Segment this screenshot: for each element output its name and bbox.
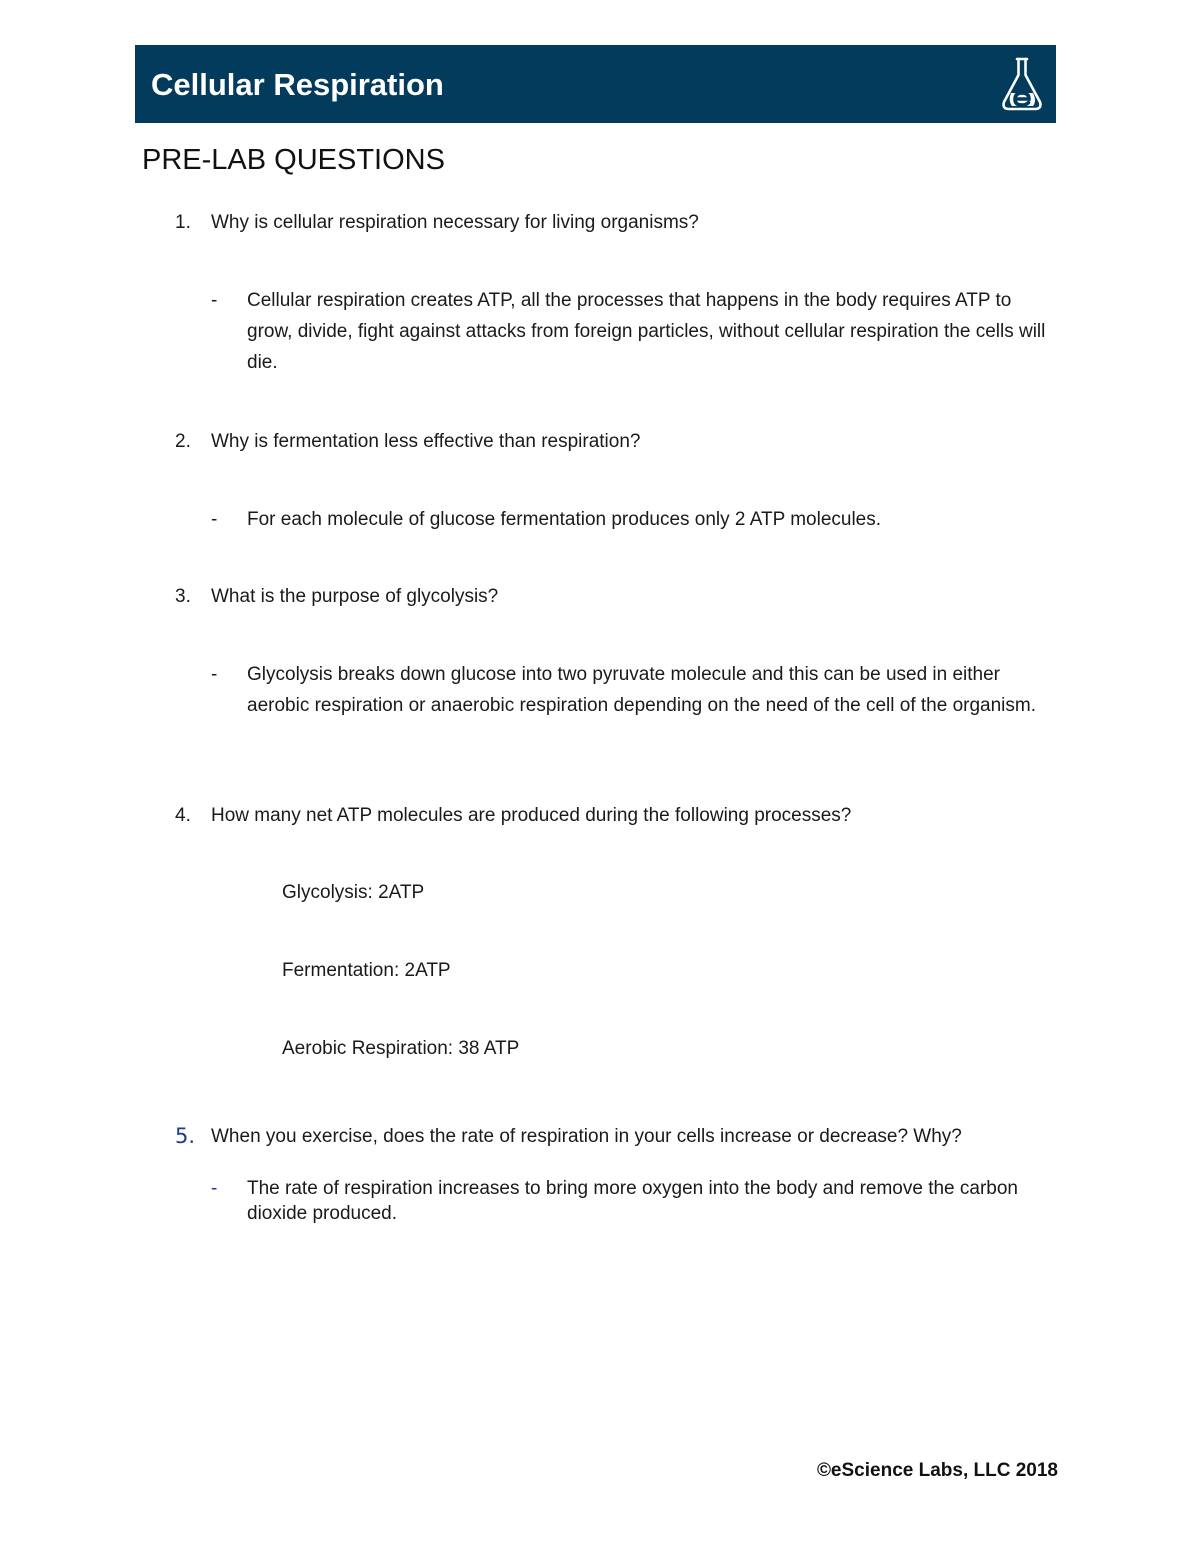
answer-marker: - — [211, 1178, 218, 1199]
question-text: Why is fermentation less effective than respiration? — [211, 431, 641, 452]
question-number: 4. — [175, 805, 191, 826]
answer-text: For each molecule of glucose fermentation produces only 2 ATP molecules. — [247, 509, 882, 530]
answer-text: Glycolysis breaks down glucose into two pyruvate molecule and this can be used in either aerobic respiration or anaerobic respiration depending on the need of the cell of the organism. — [247, 664, 1037, 716]
answer-marker: - — [211, 664, 218, 685]
question-text: Why is cellular respiration necessary for living organisms? — [211, 212, 699, 233]
sub-answer-aerobic-respiration: Aerobic Respiration: 38 ATP — [282, 1038, 520, 1059]
answer-text: The rate of respiration increases to bring more oxygen into the body and remove the carbon dioxide produced. — [247, 1178, 1018, 1224]
document-title: Cellular Respiration — [151, 67, 444, 102]
answer-marker: - — [211, 509, 218, 530]
question-text: What is the purpose of glycolysis? — [211, 586, 499, 607]
header-banner — [135, 45, 1056, 123]
sub-answer-glycolysis: Glycolysis: 2ATP — [282, 882, 425, 903]
question-number: 2. — [175, 431, 191, 452]
question-number: 1. — [175, 212, 191, 233]
question-text: When you exercise, does the rate of respiration in your cells increase or decrease? Why? — [211, 1126, 962, 1147]
sub-answer-fermentation: Fermentation: 2ATP — [282, 960, 451, 981]
copyright-notice: ©eScience Labs, LLC 2018 — [816, 1460, 1058, 1481]
question-text: How many net ATP molecules are produced during the following processes? — [211, 805, 852, 826]
question-number: 5. — [175, 1124, 196, 1148]
answer-marker: - — [211, 290, 218, 311]
flask-e-icon — [998, 54, 1046, 114]
section-heading: PRE-LAB QUESTIONS — [142, 144, 445, 176]
answer-text: Cellular respiration creates ATP, all the processes that happens in the body requires ATP to grow, divide, fight against attacks from foreign particles, without cellular respiration the cells will die. — [247, 290, 1046, 373]
question-number: 3. — [175, 586, 191, 607]
